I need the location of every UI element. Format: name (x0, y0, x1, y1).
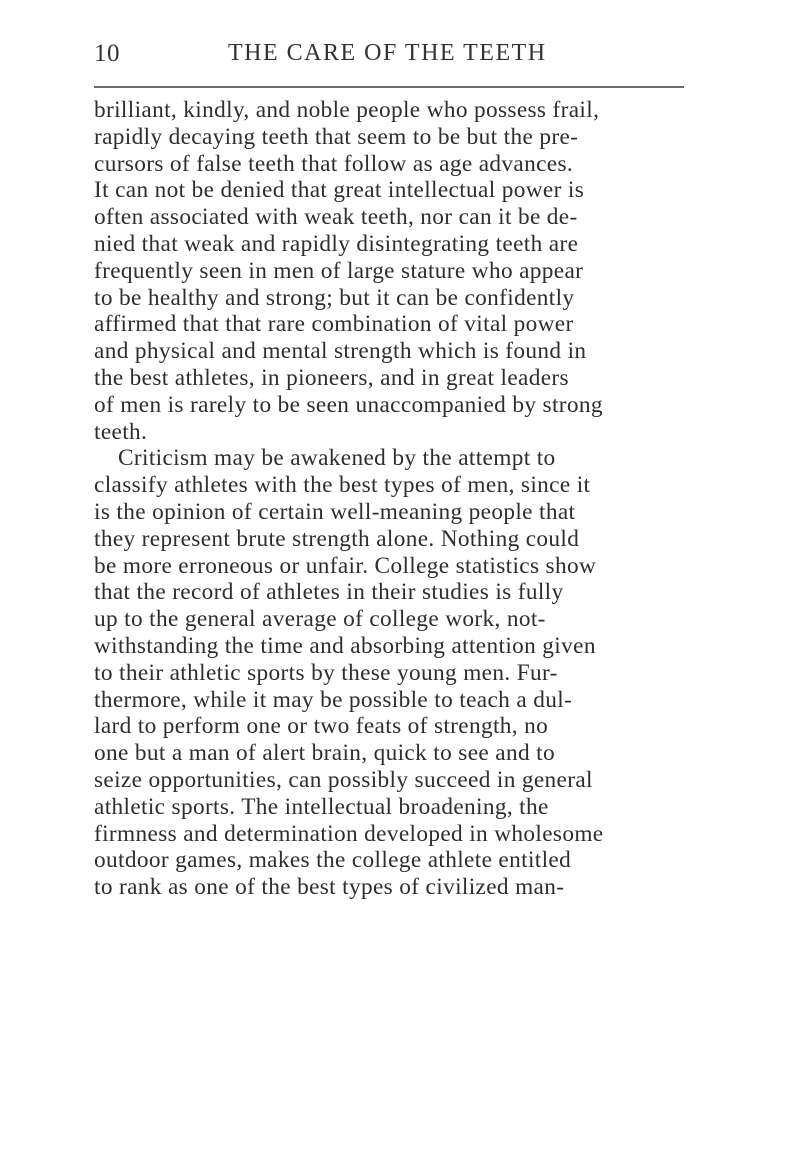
text-line: withstanding the time and absorbing attention given (94, 632, 596, 659)
text-line: to be healthy and strong; but it can be confidently (94, 284, 575, 311)
text-line: be more erroneous or unfair. College statistics show (94, 552, 597, 579)
text-line: one but a man of alert brain, quick to see and to (94, 740, 555, 767)
text-line: brilliant, kindly, and noble people who possess frail, (94, 97, 600, 123)
text-line: up to the general average of college work, not- (94, 606, 546, 633)
running-head (94, 40, 684, 70)
text-line: thermore, while it may be possible to teach a dul- (94, 686, 573, 713)
text-line: of men is rarely to be seen unaccompanied by strong (94, 391, 603, 418)
text-line: to their athletic sports by these young men. Fur- (94, 659, 558, 686)
text-line: It can not be denied that great intellectual power is (94, 177, 585, 204)
text-line: rapidly decaying teeth that seem to be but the pre- (94, 123, 579, 150)
text-line: that the record of athletes in their studies is fully (94, 579, 564, 606)
text-line: teeth. (94, 418, 148, 445)
text-line: frequently seen in men of large stature who appear (94, 257, 584, 284)
body-text (94, 97, 689, 901)
text-line: athletic sports. The intellectual broadening, the (94, 793, 549, 820)
text-line: affirmed that that rare combination of vital power (94, 311, 574, 338)
text-line: and physical and mental strength which is found in (94, 338, 587, 365)
header-rule (94, 86, 684, 88)
text-line: cursors of false teeth that follow as age advances. (94, 150, 574, 177)
page-number: 10 (94, 40, 120, 67)
text-line: outdoor games, makes the college athlete entitled (94, 847, 572, 874)
text-line: is the opinion of certain well-meaning people that (94, 498, 576, 525)
text-line: often associated with weak teeth, nor can it be de- (94, 204, 578, 231)
paragraph-start-line: Criticism may be awakened by the attempt to (118, 445, 556, 472)
text-line: classify athletes with the best types of men, since it (94, 472, 591, 499)
text-line: to rank as one of the best types of civilized man- (94, 874, 565, 901)
text-line: nied that weak and rapidly disintegrating teeth are (94, 230, 579, 257)
text-line: firmness and determination developed in wholesome (94, 820, 604, 847)
text-line: the best athletes, in pioneers, and in great leaders (94, 364, 569, 391)
text-line: lard to perform one or two feats of strength, no (94, 713, 549, 740)
text-line: seize opportunities, can possibly succeed in general (94, 766, 593, 793)
running-title: THE CARE OF THE TEETH (228, 40, 547, 66)
text-line: they represent brute strength alone. Nothing could (94, 525, 580, 552)
